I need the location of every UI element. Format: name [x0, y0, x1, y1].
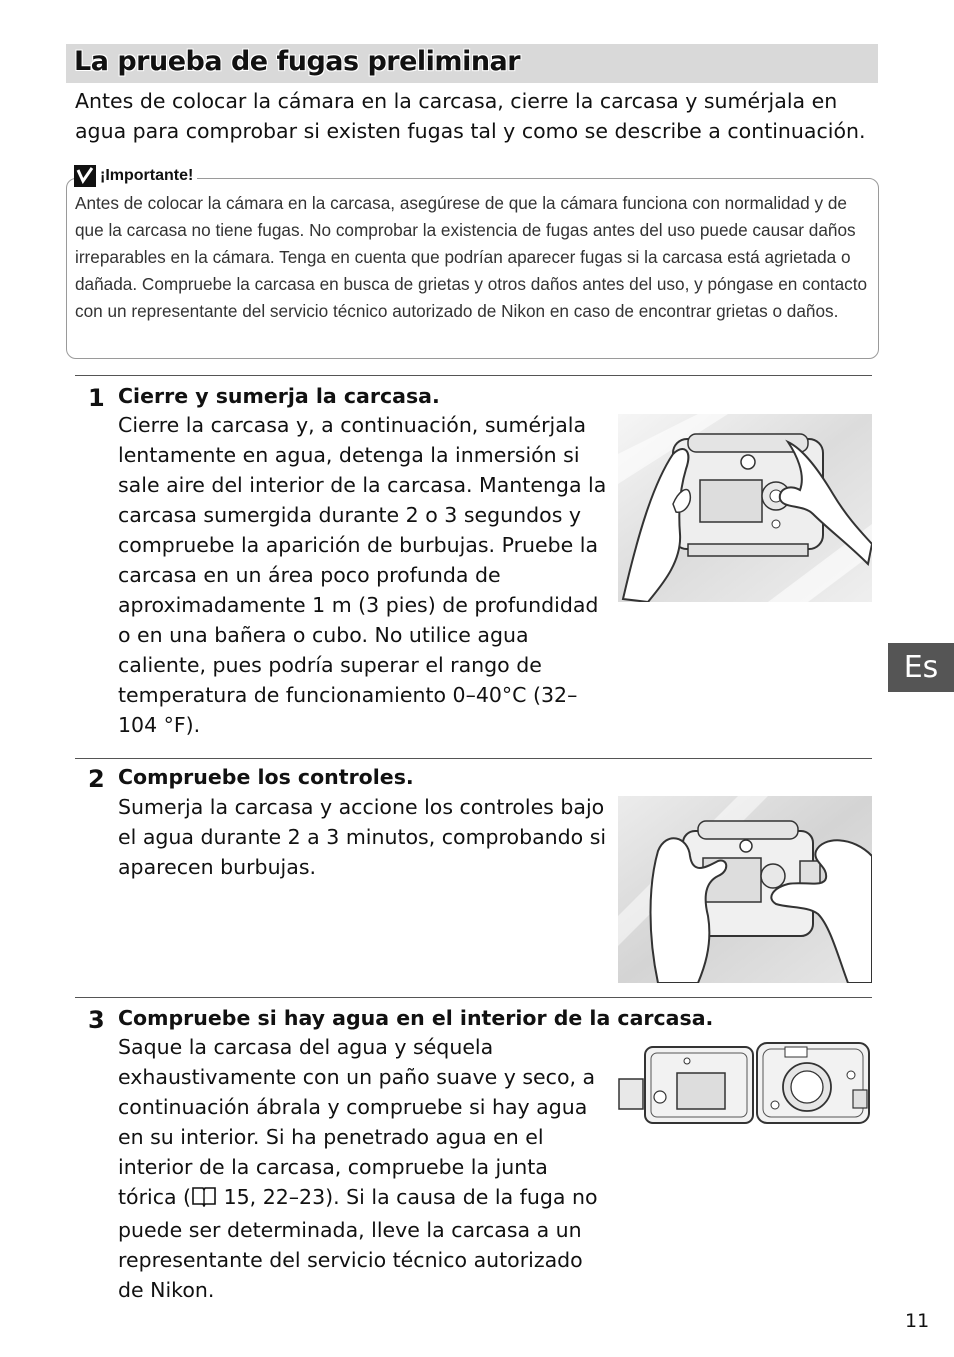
step-2-body: Sumerja la carcasa y accione los controles bajo el agua durante 2 a 3 minutos, comprobando si aparecen burbujas. [118, 795, 607, 879]
language-tab: Es [888, 643, 954, 692]
step-divider [75, 375, 872, 376]
step-2-title: Compruebe los controles. [118, 765, 414, 789]
step-1-body: Cierre la carcasa y, a continuación, sumérjala lentamente en agua, detenga la inmersión si sale aire del interior de la carcasa. Mantenga la carcasa sumergida durante 2 o 3 segundos y compruebe la aparición de burbujas. Pruebe la carcasa en un área poco profunda de aproximadamente 1 m (3 pies) de profundidad o en una bañera o cubo. No utilice agua caliente, pues podría superar el rango de temperatura de funcionamiento 0–40°C (32–104 °F). [118, 413, 607, 737]
step-1-number: 1 [88, 384, 105, 412]
illustration-open-housing [615, 1035, 873, 1127]
step-1-title: Cierre y sumerja la carcasa. [118, 384, 440, 408]
intro-paragraph: Antes de colocar la cámara en la carcasa, cierre la carcasa y sumérjala en agua para comprobar si existen fugas tal y como se describe a continuación. [75, 89, 866, 143]
important-label: ¡Importante! [100, 167, 194, 184]
illustration-check-controls [618, 796, 872, 983]
step-2-number: 2 [88, 765, 105, 793]
step-3-title: Compruebe si hay agua en el interior de la carcasa. [118, 1006, 714, 1030]
illustration-submerge-housing [618, 414, 872, 602]
step-divider [75, 997, 872, 998]
step-3-number: 3 [88, 1006, 105, 1034]
important-heading [74, 165, 197, 187]
important-text: Antes de colocar la cámara en la carcasa, asegúrese de que la cámara funciona con normalidad y de que la carcasa no tiene fugas. No comprobar la existencia de fugas antes del uso puede causar daños irreparables en la cámara. Tenga en cuenta que podrían aparecer fugas si la carcasa está agrietada o dañada. Compruebe la carcasa en busca de grietas y otros daños antes del uso, y póngase en contacto con un representante del servicio técnico autorizado de Nikon en caso de encontrar grietas o daños. [75, 193, 868, 321]
page-title: La prueba de fugas preliminar [74, 46, 521, 77]
step-3-body [118, 1032, 598, 1305]
step-3-body-after: ). Si la causa de la fuga no puede ser determinada, lleve la carcasa a un representante del servicio técnico autorizado de Nikon. [118, 1185, 598, 1302]
page-number: 11 [905, 1310, 930, 1332]
step-3-body-before: Saque la carcasa del agua y séquela exhaustivamente con un paño suave y seco, a continuación ábrala y compruebe si hay agua en su interior. Si ha penetrado agua en el interior de la carcasa, compruebe la junta tórica ( [118, 1035, 596, 1209]
step-divider [75, 758, 872, 759]
book-icon [191, 1185, 217, 1215]
section-title-bar [66, 44, 878, 83]
step-3-body-ref: 15, 22–23 [217, 1185, 326, 1209]
check-icon [74, 165, 96, 187]
